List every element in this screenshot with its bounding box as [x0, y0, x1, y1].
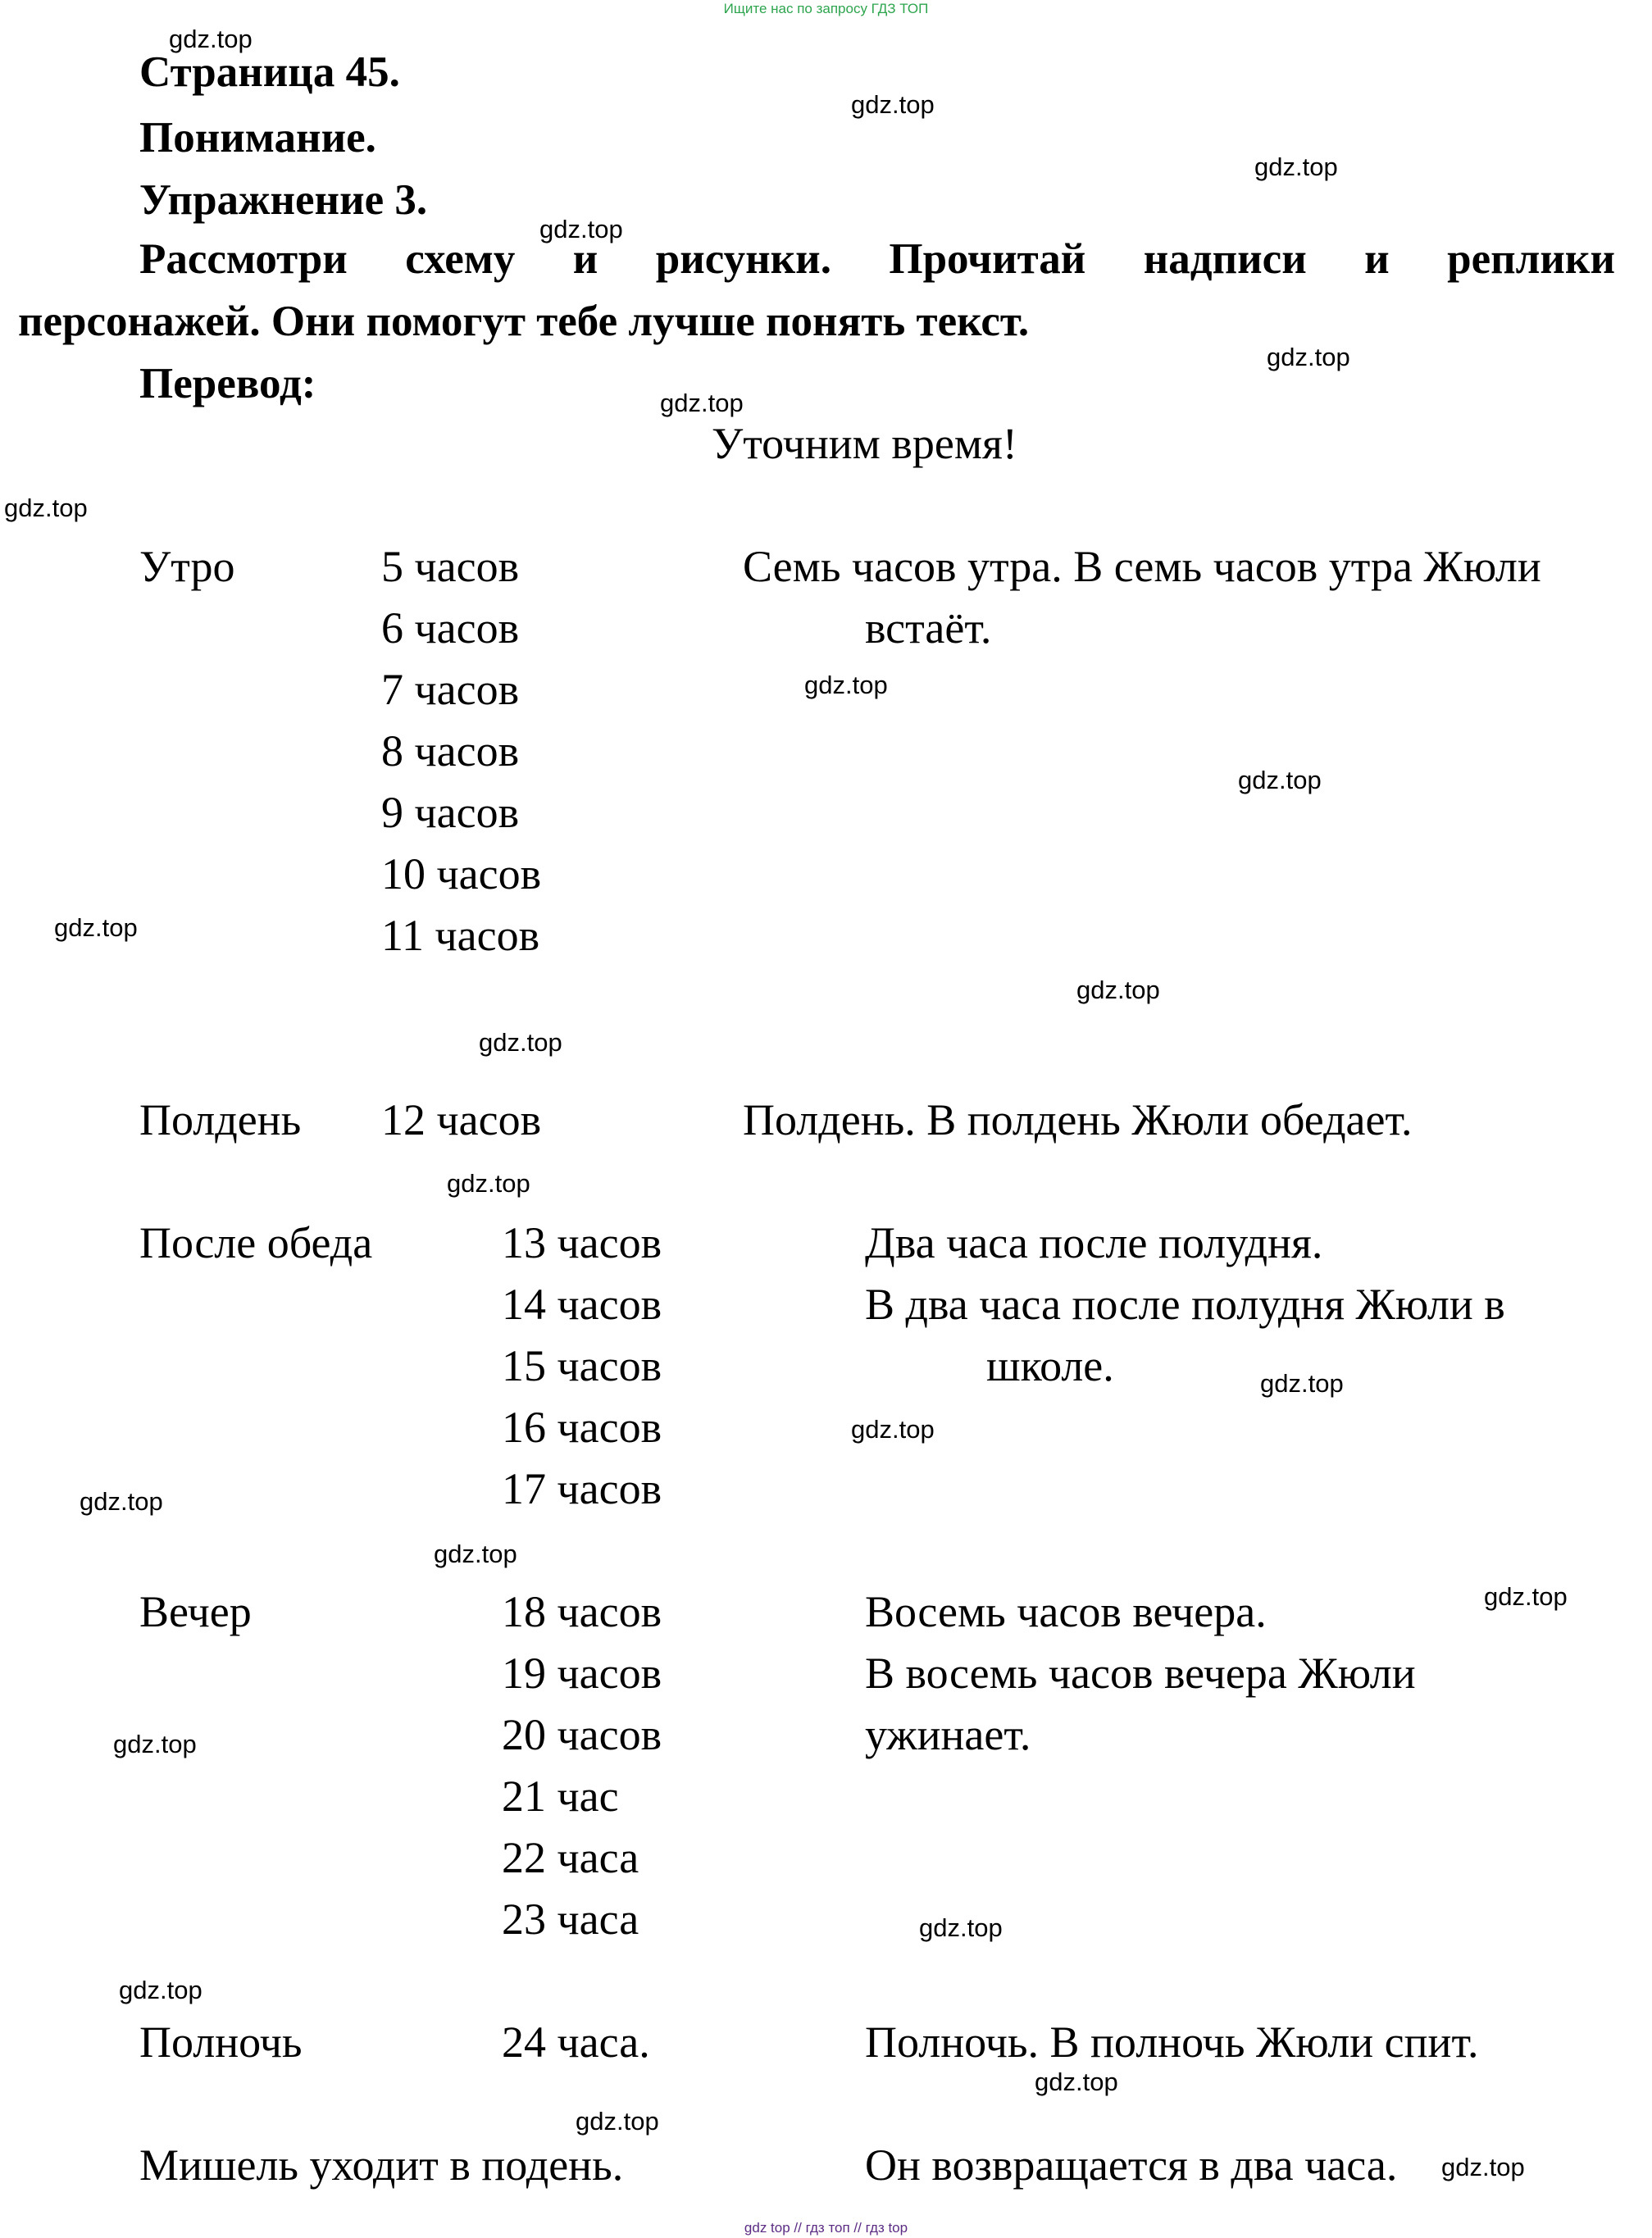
top-banner[interactable]: Ищите нас по запросу ГДЗ ТОП: [723, 1, 929, 16]
watermark: gdz.top: [804, 671, 888, 699]
afternoon-note-line2: В два часа после полудня Жюли в: [865, 1280, 1505, 1329]
hour-item: 18 часов: [502, 1587, 662, 1636]
footer-links[interactable]: gdz top // гдз топ // гдз top: [744, 2220, 908, 2236]
watermark: gdz.top: [919, 1913, 1003, 1942]
closing-left: Мишель уходит в подень.: [139, 2140, 624, 2190]
watermark: gdz.top: [119, 1976, 203, 2004]
noon-note-line1: Полдень. В полдень Жюли обедает.: [743, 1095, 1413, 1144]
evening-note-line1: Восемь часов вечера.: [865, 1587, 1267, 1636]
morning-note-line1: Семь часов утра. В семь часов утра Жюли: [743, 542, 1541, 591]
watermark: gdz.top: [4, 494, 88, 522]
subtitle: Уточним время!: [712, 419, 1017, 468]
noon-label: Полдень: [139, 1095, 302, 1144]
hour-item: 19 часов: [502, 1649, 662, 1698]
midnight-note-line1: Полночь. В полночь Жюли спит.: [865, 2017, 1479, 2067]
closing-right: Он возвращается в два часа.: [865, 2140, 1398, 2190]
hour-item: 11 часов: [381, 911, 540, 960]
watermark: gdz.top: [576, 2107, 659, 2136]
hour-item: 6 часов: [381, 603, 520, 653]
task-text-line1: Рассмотри схему и рисунки. Прочитай надписи и реплики: [139, 235, 1615, 283]
watermark: gdz.top: [113, 1730, 197, 1758]
page-number-heading: Страница 45.: [139, 48, 400, 96]
watermark: gdz.top: [851, 1415, 935, 1444]
hour-item: 14 часов: [502, 1280, 662, 1329]
hour-item: 5 часов: [381, 542, 520, 591]
watermark: gdz.top: [434, 1540, 517, 1568]
hour-item: 22 часа: [502, 1833, 639, 1882]
hour-item: 10 часов: [381, 849, 542, 898]
afternoon-label: После обеда: [139, 1218, 373, 1267]
evening-label: Вечер: [139, 1587, 252, 1636]
hour-item: 9 часов: [381, 788, 520, 837]
watermark: gdz.top: [447, 1169, 530, 1198]
watermark: gdz.top: [1484, 1582, 1568, 1611]
translation-label: Перевод:: [139, 360, 316, 407]
midnight-label: Полночь: [139, 2017, 303, 2067]
watermark: gdz.top: [1035, 2067, 1118, 2096]
evening-note-line3: ужинает.: [865, 1710, 1031, 1759]
hour-item: 21 час: [502, 1772, 619, 1821]
watermark: gdz.top: [1254, 152, 1338, 181]
watermark: gdz.top: [54, 913, 138, 942]
task-text-line2: персонажей. Они помогут тебе лучше понять текст.: [18, 298, 1030, 345]
hour-item: 15 часов: [502, 1341, 662, 1390]
hour-item: 20 часов: [502, 1710, 662, 1759]
hour-item: 16 часов: [502, 1403, 662, 1452]
watermark: gdz.top: [1267, 343, 1350, 371]
hour-item: 17 часов: [502, 1464, 662, 1513]
evening-note-line2: В восемь часов вечера Жюли: [865, 1649, 1416, 1698]
morning-note-line2: встаёт.: [865, 603, 992, 653]
watermark: gdz.top: [1260, 1369, 1344, 1398]
watermark: gdz.top: [539, 215, 623, 243]
watermark: gdz.top: [851, 90, 935, 119]
watermark: gdz.top: [479, 1028, 562, 1057]
section-heading: Понимание.: [139, 114, 376, 161]
watermark: gdz.top: [1238, 766, 1322, 794]
watermark: gdz.top: [1441, 2153, 1525, 2181]
hour-item: 7 часов: [381, 665, 520, 714]
watermark: gdz.top: [660, 389, 744, 417]
exercise-heading: Упражнение 3.: [139, 176, 428, 224]
watermark: gdz.top: [80, 1487, 163, 1516]
hour-item: 13 часов: [502, 1218, 662, 1267]
hour-item: 23 часа: [502, 1895, 639, 1944]
hour-item: 8 часов: [381, 726, 520, 776]
afternoon-note-line1: Два часа после полудня.: [865, 1218, 1323, 1267]
watermark: gdz.top: [169, 25, 253, 53]
morning-label: Утро: [139, 542, 235, 591]
watermark: gdz.top: [1076, 976, 1160, 1004]
afternoon-note-line3: школе.: [986, 1341, 1114, 1390]
hour-item: 12 часов: [381, 1095, 542, 1144]
hour-item: 24 часа.: [502, 2017, 650, 2067]
